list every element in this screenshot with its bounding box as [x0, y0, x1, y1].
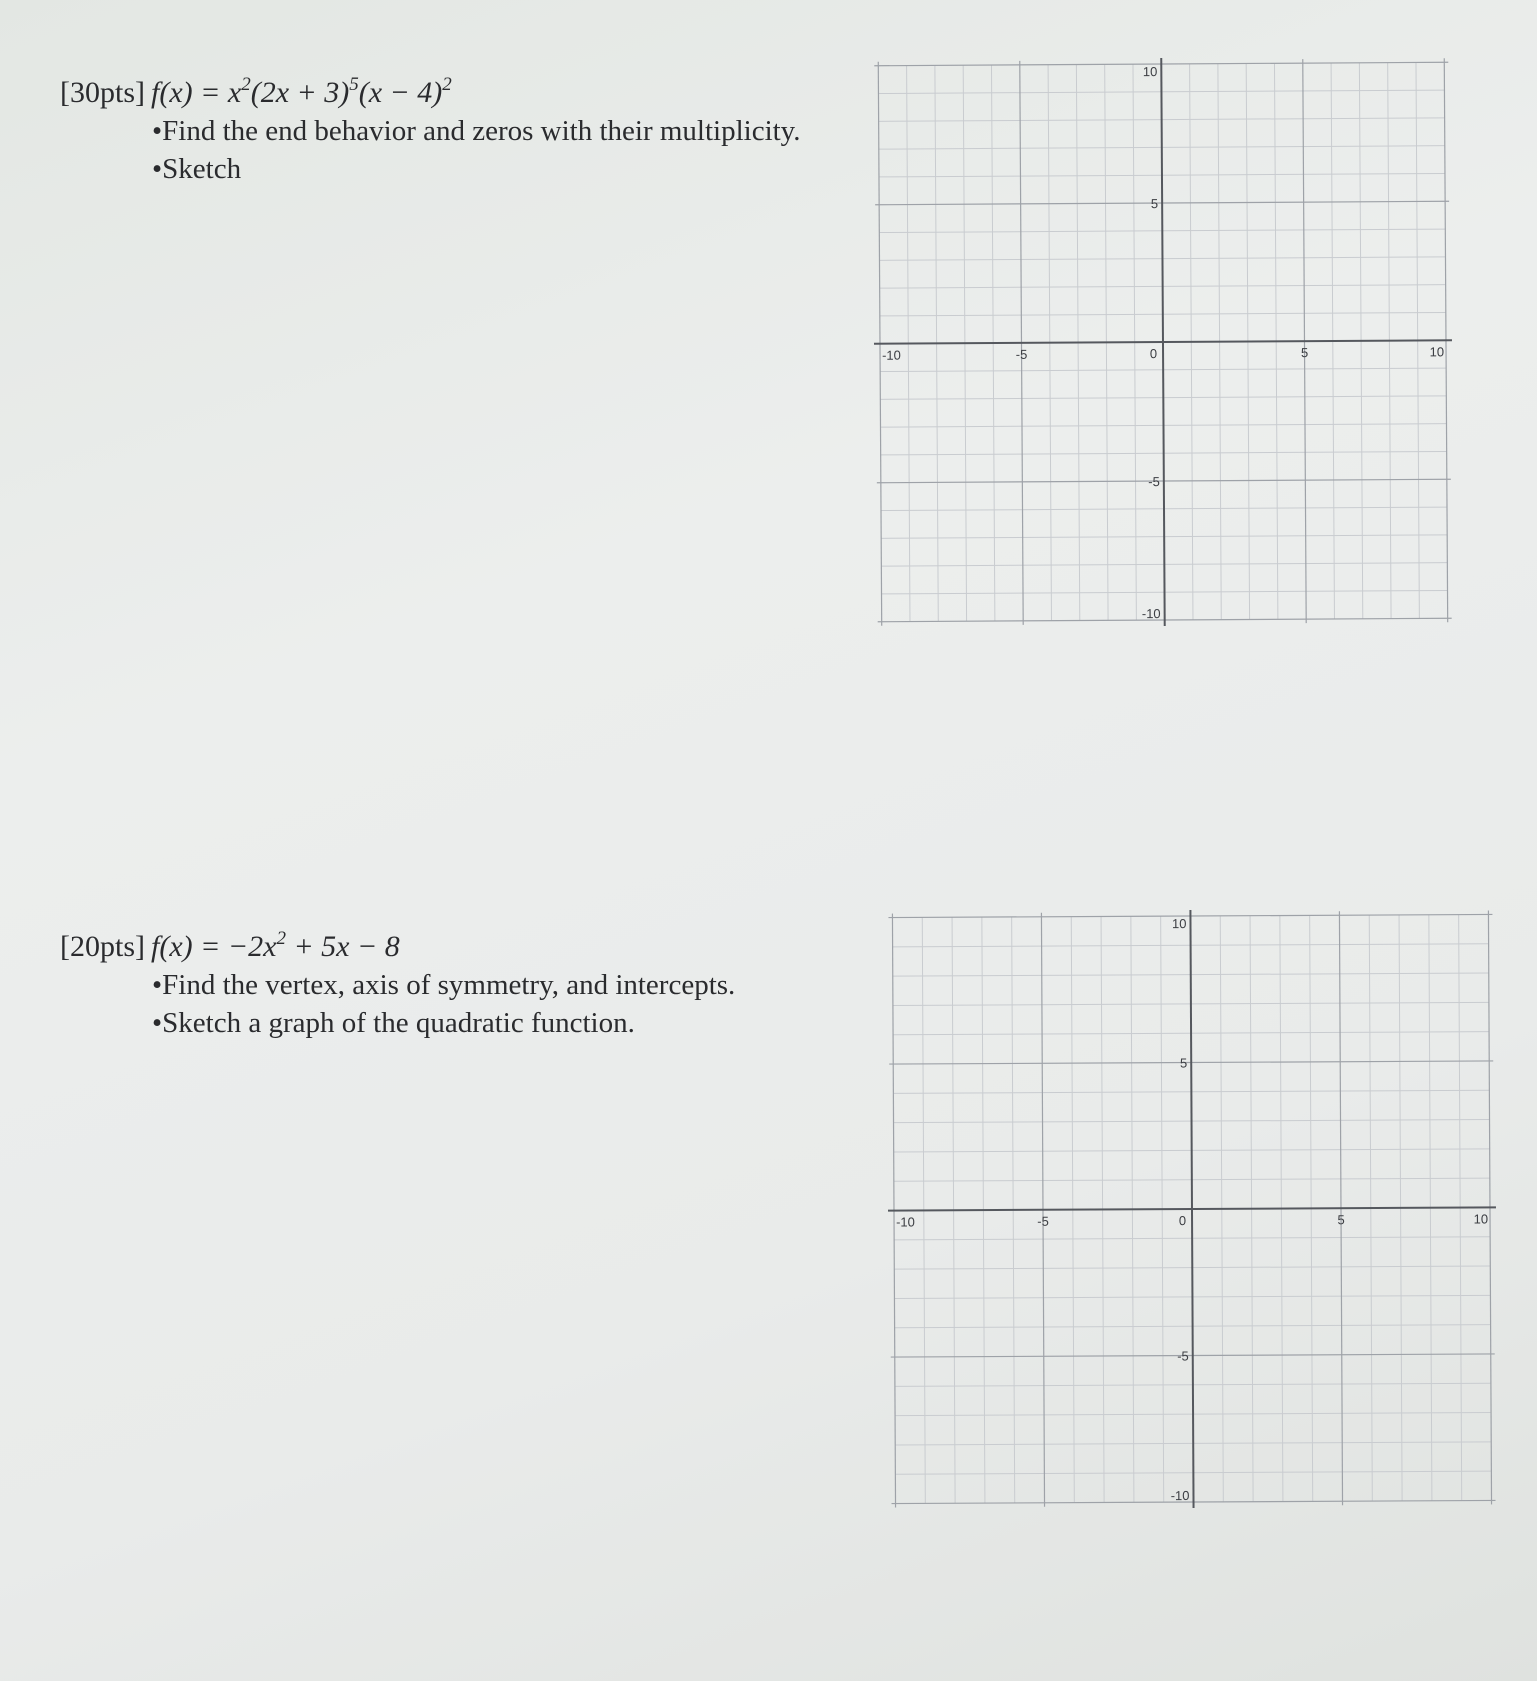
y-tick-label: -5	[1148, 474, 1160, 490]
x-tick-label: -10	[882, 347, 901, 363]
problem-1-function-expr	[228, 76, 452, 109]
expr-term: −2x	[227, 930, 277, 963]
problem-1-statement	[60, 74, 801, 112]
x-tick-label: 0	[1149, 346, 1158, 362]
graph-grid-1-svg[interactable]	[866, 50, 1460, 634]
y-tick-label: 5	[1150, 196, 1159, 212]
y-tick-label: -5	[1177, 1348, 1189, 1364]
x-tick-label: 10	[1429, 344, 1445, 360]
exponent: 2	[276, 928, 286, 949]
problem-2-function-expr	[228, 930, 400, 963]
problem-2-points: [20pts]	[60, 930, 145, 963]
x-tick-label: 5	[1337, 1212, 1345, 1228]
problem-2-statement	[60, 928, 735, 966]
graph-grid-2-svg[interactable]	[880, 902, 1503, 1515]
x-tick-label: -10	[896, 1214, 915, 1230]
expr-term: (x − 4)	[358, 76, 443, 109]
x-tick-label: -5	[1037, 1213, 1049, 1229]
x-tick-label: -5	[1015, 346, 1028, 362]
problem-2	[60, 928, 735, 1042]
y-tick-label: 10	[1171, 916, 1187, 932]
x-tick-label: 10	[1473, 1211, 1489, 1227]
problem-2-bullet-1: •Find the vertex, axis of symmetry, and intercepts.	[152, 969, 736, 1001]
graph-grid-2[interactable]	[880, 902, 1503, 1520]
expr-term: x	[227, 76, 242, 109]
graph-grid-1[interactable]	[866, 50, 1460, 639]
exponent: 2	[442, 74, 452, 95]
problem-1-bullet-2: •Sketch	[152, 153, 242, 185]
y-tick-label: 10	[1142, 64, 1158, 80]
expr-term: + 5x − 8	[285, 930, 400, 963]
y-tick-label: 5	[1179, 1055, 1188, 1071]
x-tick-label: 0	[1178, 1213, 1187, 1229]
problem-2-bullet-2: •Sketch a graph of the quadratic function.	[152, 1007, 635, 1039]
exponent: 5	[349, 74, 359, 95]
problem-1-function-label: f(x) =	[151, 76, 228, 109]
problem-1-points: [30pts]	[60, 76, 145, 109]
problem-1-bullet-1: •Find the end behavior and zeros with their multiplicity.	[152, 115, 801, 147]
expr-term: (2x + 3)	[250, 76, 350, 109]
problem-1	[60, 74, 801, 188]
x-tick-label: 5	[1300, 345, 1309, 361]
y-tick-label: -10	[1170, 1488, 1190, 1504]
exponent: 2	[241, 74, 251, 95]
problem-2-function-label: f(x) =	[151, 930, 228, 963]
y-tick-label: -10	[1141, 606, 1161, 622]
